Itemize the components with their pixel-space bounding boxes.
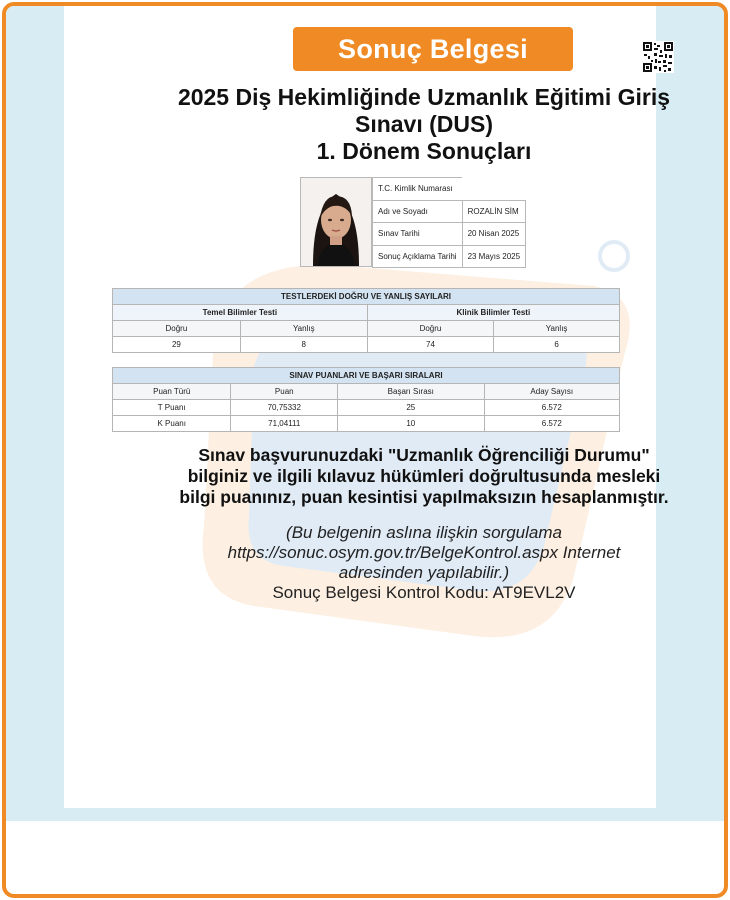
basic-wrong-value: 8 [240,337,367,353]
score-statement [154,445,694,508]
note-line-1: (Bu belgenin aslına ilişkin sorgulama [286,523,562,542]
document-title [154,84,694,165]
candidate-photo [300,177,372,267]
scores-table-title: SINAV PUANLARI VE BAŞARI SIRALARI [113,368,620,384]
note-line-2: https://sonuc.osym.gov.tr/BelgeKontrol.aspx Internet [227,543,621,562]
tc-value [462,178,525,201]
rank-header: Başarı Sırası [338,384,484,400]
title-line-2: Sınavı (DUS) [354,111,494,137]
score-type-header: Puan Türü [113,384,231,400]
table-row [113,400,620,416]
clinical-correct-header: Doğru [367,321,493,337]
candidate-count-cell: 6.572 [484,400,619,416]
statement-line-1: Sınav başvurunuzdaki "Uzmanlık Öğrenciliği Durumu" [198,445,650,465]
basic-correct-value: 29 [113,337,241,353]
control-code: Sonuç Belgesi Kontrol Kodu: AT9EVL2V [272,583,576,602]
score-type-cell: K Puanı [113,416,231,432]
verification-note [174,523,674,583]
score-type-cell: T Puanı [113,400,231,416]
title-line-3: 1. Dönem Sonuçları [316,138,532,164]
answers-table-title: TESTLERDEKİ DOĞRU VE YANLIŞ SAYILARI [113,289,620,305]
rank-cell: 25 [338,400,484,416]
scores-table [112,367,620,432]
name-label: Adı ve Soyadı [373,200,463,223]
exam-date-value: 20 Nisan 2025 [462,223,525,246]
table-row [113,337,620,353]
candidate-count-cell: 6.572 [484,416,619,432]
basic-sciences-header: Temel Bilimler Testi [113,305,368,321]
name-value: ROZALİN SİM [462,200,525,223]
basic-correct-header: Doğru [113,321,241,337]
score-cell: 70,75332 [231,400,338,416]
result-document [64,6,671,808]
result-date-label: Sonuç Açıklama Tarihi [373,245,463,268]
document-badge: Sonuç Belgesi [293,27,573,71]
candidate-count-header: Aday Sayısı [484,384,619,400]
clinical-wrong-header: Yanlış [494,321,620,337]
rank-cell: 10 [338,416,484,432]
exam-date-label: Sınav Tarihi [373,223,463,246]
answers-table [112,288,620,353]
note-line-3: adresinden yapılabilir.) [338,563,510,582]
statement-line-2: bilginiz ve ilgili kılavuz hükümleri doğrultusunda mesleki [187,466,661,486]
result-date-value: 23 Mayıs 2025 [462,245,525,268]
score-cell: 71,04111 [231,416,338,432]
candidate-info-table [372,177,526,268]
score-header: Puan [231,384,338,400]
table-row [113,416,620,432]
qr-code-icon [642,41,674,73]
tc-label: T.C. Kimlik Numarası [373,178,463,201]
clinical-sciences-header: Klinik Bilimler Testi [367,305,619,321]
clinical-correct-value: 74 [367,337,493,353]
clinical-wrong-value: 6 [494,337,620,353]
page-frame [2,2,728,898]
basic-wrong-header: Yanlış [240,321,367,337]
statement-line-3: bilgi puanınız, puan kesintisi yapılmaksızın hesaplanmıştır. [179,487,669,507]
title-line-1: 2025 Diş Hekimliğinde Uzmanlık Eğitimi Giriş [177,84,671,110]
